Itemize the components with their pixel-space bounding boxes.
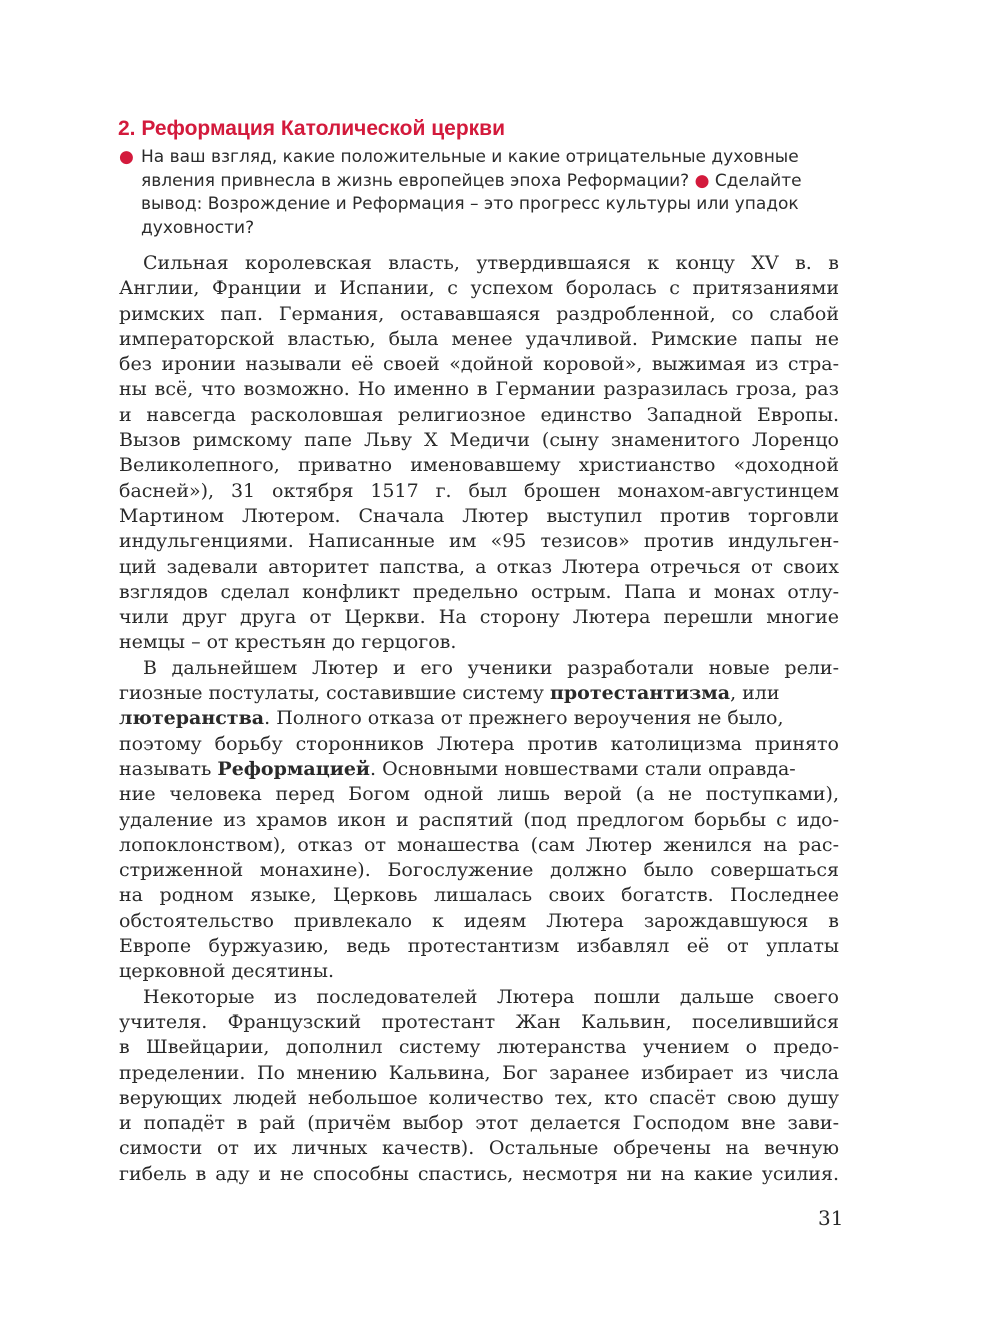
text-line: гиозные постулаты, составившие систему протестантизма, или bbox=[119, 682, 780, 705]
text-line: учителя. Французский протестант Жан Кальвин, поселившийся bbox=[119, 1010, 839, 1033]
text-line: гибель в аду и не способны спастись, несмотря ни на какие усилия. bbox=[119, 1162, 839, 1185]
text-line: симости от их личных качеств). Остальные обречены на вечную bbox=[119, 1137, 839, 1160]
text-line: Великолепного, приватно именовавшему христианство «доходной bbox=[119, 454, 839, 477]
text-line: в Швейцарии, дополнил систему лютеранства учением о предо- bbox=[119, 1036, 839, 1059]
question-line: вывод: Возрождение и Реформация – это прогресс культуры или упадок bbox=[141, 194, 799, 214]
question-line: явления привнесла в жизнь европейцев эпоха Реформации? ● Сделайте bbox=[141, 170, 802, 191]
section-heading: 2. Реформация Католической церкви bbox=[118, 117, 505, 140]
discussion-questions bbox=[119, 146, 841, 240]
text-line: называть Реформацией. Основными новшествами стали оправда- bbox=[119, 757, 796, 780]
text-line: стриженной монахине). Богослужение должно было совершаться bbox=[119, 859, 839, 882]
text-line: басней»), 31 октября 1517 г. был брошен монахом-августинцем bbox=[119, 479, 839, 502]
page-number: 31 bbox=[818, 1206, 844, 1230]
text-line: Некоторые из последователей Лютера пошли дальше своего bbox=[143, 985, 839, 1008]
term-protestantism: протестантизма bbox=[549, 682, 731, 705]
text-line: без иронии называли её своей «дойной коровой», выжимая из стра- bbox=[119, 353, 839, 376]
text-line: обстоятельство привлекало к идеям Лютера зарождавшуюся в bbox=[119, 909, 839, 932]
term-reformation: Реформацией bbox=[217, 757, 370, 780]
text-line: немцы – от крестьян до герцогов. bbox=[119, 631, 457, 654]
text-line: В дальнейшем Лютер и его ученики разработали новые рели- bbox=[143, 656, 839, 679]
text-line: Европе буржуазию, ведь протестантизм избавлял её от уплаты bbox=[119, 935, 839, 958]
text-line: римских пап. Германия, остававшаяся раздробленной, со слабой bbox=[119, 302, 839, 325]
text-line: Мартином Лютером. Сначала Лютер выступил против торговли bbox=[119, 504, 839, 527]
text-line: ние человека перед Богом одной лишь верой (а не поступками), bbox=[119, 783, 839, 806]
text-line: ций задевали авторитет папства, а отказ Лютера отречься от своих bbox=[119, 555, 839, 578]
text-line: удаление из храмов икон и распятий (под предлогом борьбы с идо- bbox=[119, 808, 839, 831]
text-line: лютеранства. Полного отказа от прежнего вероучения не было, bbox=[119, 707, 784, 730]
text-line: пределении. По мнению Кальвина, Бог заранее избирает из числа bbox=[119, 1061, 839, 1084]
text-line: верующих людей небольшое количество тех, кто спасёт свою душу bbox=[119, 1086, 839, 1109]
text-line: взглядов сделал конфликт предельно острым. Папа и монах отлу- bbox=[119, 580, 839, 603]
text-line: на родном языке, Церковь лишалась своих богатств. Последнее bbox=[119, 884, 839, 907]
question-line: духовности? bbox=[141, 217, 255, 238]
text-line: Англии, Франции и Испании, с успехом боролась с притязаниями bbox=[119, 277, 839, 300]
bullet-icon: ● bbox=[694, 170, 710, 191]
bullet-icon: ● bbox=[119, 147, 134, 167]
text-line: поэтому борьбу сторонников Лютера против католицизма принято bbox=[119, 732, 839, 755]
text-line: ны всё, что возможно. Но именно в Германии разразилась гроза, раз bbox=[119, 378, 839, 401]
question-line: На ваш взгляд, какие положительные и какие отрицательные духовные bbox=[141, 147, 799, 167]
term-lutheranism: лютеранства bbox=[119, 707, 265, 730]
text-line: Сильная королевская власть, утвердившаяся к концу XV в. в bbox=[143, 252, 839, 274]
text-line: Вызов римскому папе Льву X Медичи (сыну знаменитого Лоренцо bbox=[119, 429, 839, 452]
text-line: и навсегда расколовшая религиозное единство Западной Европы. bbox=[119, 403, 839, 426]
text-line: индульгенциями. Написанные им «95 тезисов» против индульген- bbox=[119, 530, 839, 553]
text-line: лопоклонством), отказ от монашества (сам Лютер женился на рас- bbox=[119, 833, 839, 856]
text-line: и попадёт в рай (причём выбор этот делается Господом вне зави- bbox=[119, 1112, 839, 1135]
text-line: императорской властью, была менее удачливой. Римские папы не bbox=[119, 327, 839, 350]
main-text bbox=[119, 251, 839, 1187]
text-line: церковной десятины. bbox=[119, 960, 335, 983]
text-line: чили друг друга от Церкви. На сторону Лютера перешли многие bbox=[119, 606, 839, 629]
